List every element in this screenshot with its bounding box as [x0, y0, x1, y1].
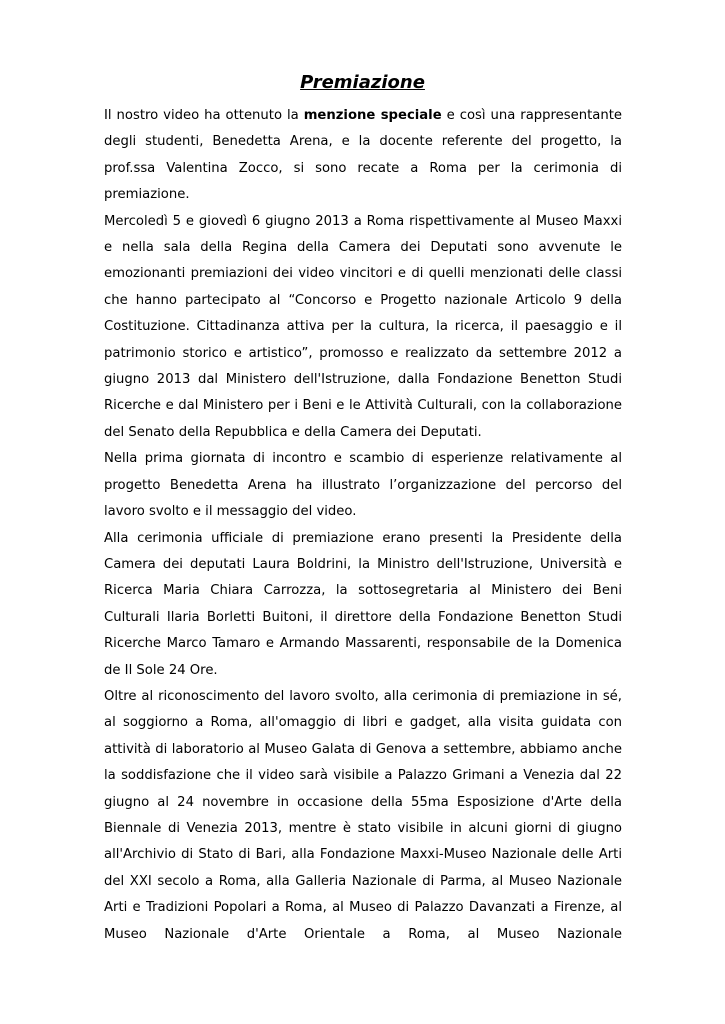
bold-phrase: menzione speciale: [303, 108, 442, 123]
paragraph-first-day: Nella prima giornata di incontro e scambio di esperienze relativamente al progetto Benedetta Arena ha illustrato l’organizzazione del percorso del lavoro svolto e il messaggio del video.: [104, 451, 622, 520]
paragraph-officials: Alla cerimonia ufficiale di premiazione erano presenti la Presidente della Camera dei deputati Laura Boldrini, la Ministro dell'Istruzione, Università e Ricerca Maria Chiara Carrozza, la sottosegretaria al Ministero dei Beni Culturali Ilaria Borletti Buitoni, il direttore della Fondazione Benetton Studi Ricerche Marco Tamaro e Armando Massarenti, responsabile de la Domenica de Il Sole 24 Ore.: [104, 530, 622, 678]
paragraph-text: e così una rappresentante degli studenti, Benedetta Arena, e la docente referente del progetto, la prof.ssa Valentina Zocco, si sono recate a Roma per la cerimonia di premiazione.: [104, 108, 622, 203]
paragraph-award-intro: [104, 103, 622, 209]
paragraph-ceremony-dates: Mercoledì 5 e giovedì 6 giugno 2013 a Roma rispettivamente al Museo Maxxi e nella sala della Regina della Camera dei Deputati sono avvenute le emozionanti premiazioni dei video vincitori e di quelli menzionati delle classi che hanno partecipato al “Concorso e Progetto nazionale Articolo 9 della Costituzione. Cittadinanza attiva per la cultura, la ricerca, il paesaggio e il patrimonio storico e artistico”, promosso e realizzato da settembre 2012 a giugno 2013 dal Ministero dell'Istruzione, dalla Fondazione Benetton Studi Ricerche e dal Ministero per i Beni e le Attività Culturali, con la collaborazione del Senato della Repubblica e della Camera dei Deputati.: [104, 213, 622, 440]
document-body: [104, 103, 622, 948]
page-title: Premiazione: [300, 72, 425, 93]
paragraph-recognition: Oltre al riconoscimento del lavoro svolto, alla cerimonia di premiazione in sé, al soggiorno a Roma, all'omaggio di libri e gadget, alla visita guidata con attività di laboratorio al Museo Galata di Genova a settembre, abbiamo anche la soddisfazione che il video sarà visibile a Palazzo Grimani a Venezia dal 22 giugno al 24 novembre in occasione della 55ma Esposizione d'Arte della Biennale di Venezia 2013, mentre è stato visibile in alcuni giorni di giugno all'Archivio di Stato di Bari, alla Fondazione Maxxi-Museo Nazionale delle Arti del XXI secolo a Roma, alla Galleria Nazionale di Parma, al Museo Nazionale Arti e Tradizioni Popolari a Roma, al Museo di Palazzo Davanzati a Firenze, al Museo Nazionale d'Arte Orientale a Roma, al Museo Nazionale: [104, 688, 622, 942]
paragraph-text: Il nostro video ha ottenuto la: [104, 108, 304, 123]
